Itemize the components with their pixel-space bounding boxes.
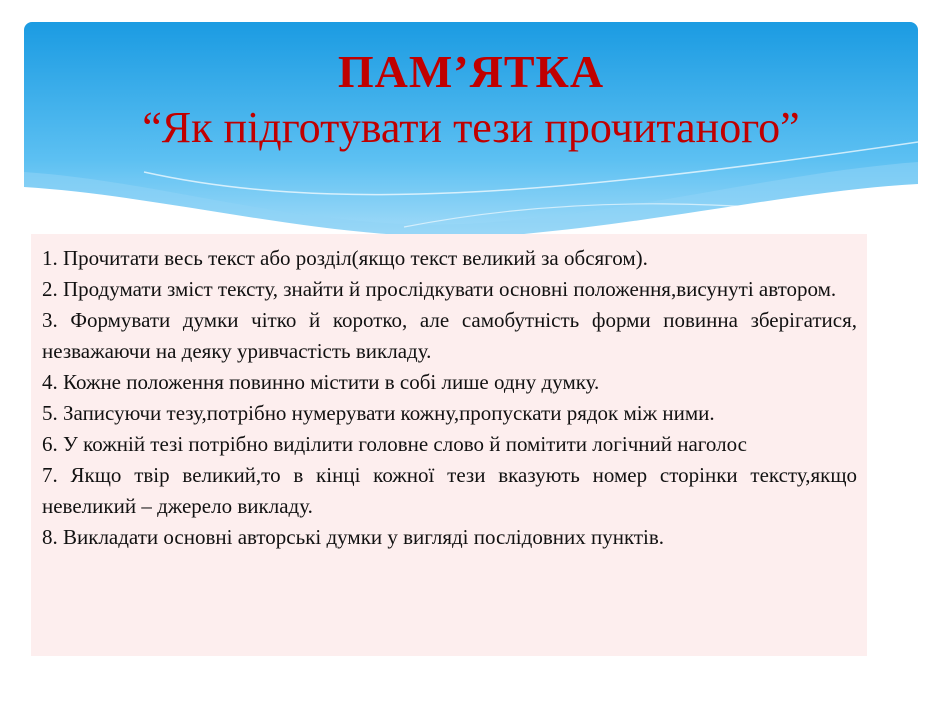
page-subtitle: “Як підготувати тези прочитаного”: [142, 103, 800, 152]
list-item: 3. Формувати думки чітко й коротко, але самобутність форми повинна зберігатися, незважаючи на деяку уривчастість викладу.: [42, 308, 857, 363]
list-item: 8. Викладати основні авторські думки у вигляді послідовних пунктів.: [42, 525, 665, 549]
title-block: [24, 44, 918, 156]
memo-content-box: [31, 234, 867, 656]
list-item: 5. Записуючи тезу,потрібно нумерувати кожну,пропускати рядок між ними.: [42, 401, 715, 425]
list-item: 4. Кожне положення повинно містити в собі лише одну думку.: [42, 370, 600, 394]
list-item: 7. Якщо твір великий,то в кінці кожної тези вказують номер сторінки тексту,якщо невеликий – джерело викладу.: [42, 463, 857, 518]
page-title: ПАМ’ЯТКА: [337, 46, 605, 97]
list-item: 1. Прочитати весь текст або розділ(якщо текст великий за обсягом).: [42, 246, 648, 270]
list-item: 6. У кожній тезі потрібно виділити головне слово й помітити логічний наголос: [42, 432, 747, 456]
list-item: 2. Продумати зміст тексту, знайти й прослідкувати основні положення,висунуті автором.: [42, 277, 837, 301]
